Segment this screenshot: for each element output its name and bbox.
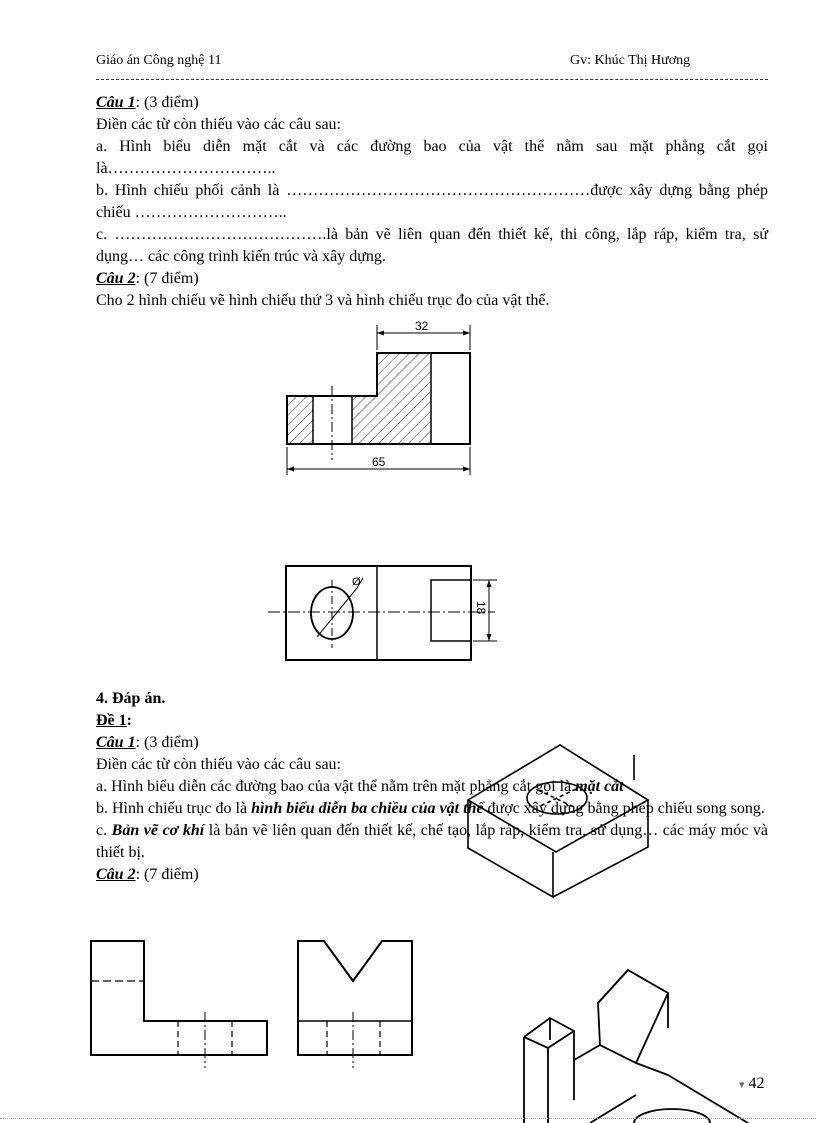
de-label: Đề 1 xyxy=(96,712,127,729)
question-1-b: b. Hình chiếu phối cảnh là …………………………………………………được xây dựng bằng phép chiếu ……………………….. xyxy=(96,182,768,221)
answer-2-title: Câu 2 xyxy=(96,866,136,883)
question-1-title: Câu 1 xyxy=(96,94,136,111)
dimension-32: 32 xyxy=(415,319,429,333)
answer-1-title: Câu 1 xyxy=(96,734,136,751)
answer-a-term: mặt cắt xyxy=(575,778,624,795)
answer-b-rest: được xây dựng bằng phép chiếu song song. xyxy=(483,800,765,817)
answer-isometric-view xyxy=(524,970,748,1123)
answer-b-text: b. Hình chiếu trục đo là xyxy=(96,800,252,817)
question-1-a: a. Hình biểu diễn mặt cắt và các đường bao của vật thể nằm sau mặt phẳng cắt gọi là………………………….. xyxy=(96,138,768,177)
dimension-18: 18 xyxy=(474,601,488,615)
answer-a-text: a. Hình biểu diễn các đường bao của vật thể nằm trên mặt phẳng cắt gọi là xyxy=(96,778,576,795)
de-colon: : xyxy=(126,712,132,729)
header-right: Gv: Khúc Thị Hương xyxy=(570,53,691,68)
question-1-c: c. ………………………………….là bản vẽ liên quan đến thiết kế, thi công, lắp ráp, kiểm tra, sử dụng… các công trình kiến trúc và xây dựng. xyxy=(96,226,768,265)
answer-1-instruction: Điền các từ còn thiếu vào các câu sau: xyxy=(96,756,341,773)
answers-heading: 4. Đáp án. xyxy=(96,690,166,707)
answer-c-prefix: c. xyxy=(96,822,112,839)
page-number: ▾ 42 xyxy=(739,1075,765,1092)
footer-divider xyxy=(0,1118,816,1119)
question-2-text: Cho 2 hình chiếu vẽ hình chiếu thứ 3 và hình chiếu trục đo của vật thể. xyxy=(96,292,550,309)
header-left: Giáo án Công nghệ 11 xyxy=(96,53,222,68)
dimension-65: 65 xyxy=(372,455,386,469)
question-1-instruction: Điền các từ còn thiếu vào các câu sau: xyxy=(96,116,341,133)
question-2-title: Câu 2 xyxy=(96,270,136,287)
diameter-symbol: Ø xyxy=(352,576,361,588)
answer-b-term: hình biểu diễn ba chiều của vật thể xyxy=(251,800,484,817)
answer-2-points: : (7 điểm) xyxy=(135,866,199,883)
answer-1-points: : (3 điểm) xyxy=(135,734,199,751)
question-1-points: : (3 điểm) xyxy=(135,94,199,111)
answer-side-view xyxy=(298,941,412,1068)
answer-front-view xyxy=(91,941,267,1068)
question-2-points: : (7 điểm) xyxy=(135,270,199,287)
answer-c-text: là bản vẽ liên quan đến thiết kế, chế tạo, lắp ráp, kiểm tra, sử dụng… các máy móc và thiết bị. xyxy=(96,822,768,861)
answer-c-term: Bản vẽ cơ khí xyxy=(111,822,205,839)
